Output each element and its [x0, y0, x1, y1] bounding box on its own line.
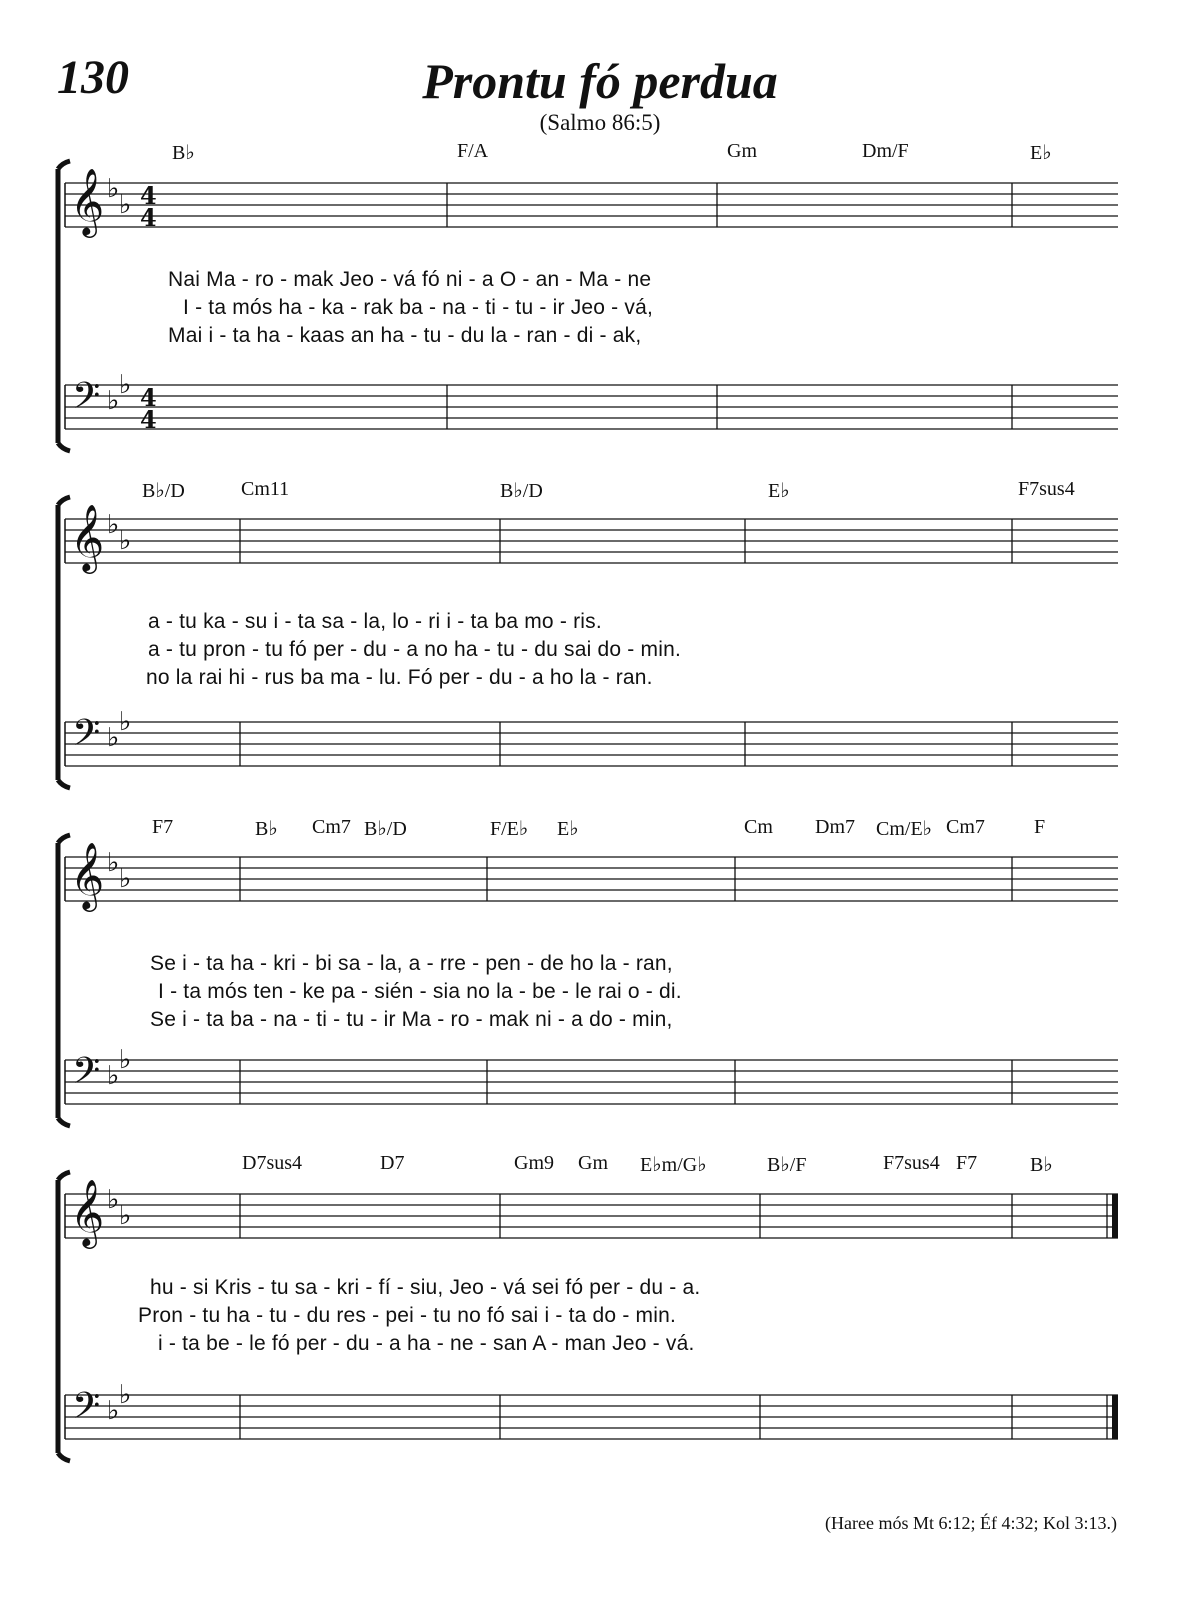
hymn-title: Prontu fó perdua [422, 53, 778, 109]
flat-icon: ♭ [119, 190, 132, 220]
chord-symbol: B♭ [1030, 1154, 1053, 1176]
chord-symbol: D7 [380, 1152, 405, 1174]
flat-icon: ♭ [107, 1061, 120, 1091]
chord-symbol: E♭ [1030, 142, 1052, 164]
flat-icon: ♭ [107, 510, 120, 540]
flat-icon: ♭ [107, 174, 120, 204]
hymn-number: 130 [57, 51, 129, 104]
chord-symbol: F/A [457, 140, 489, 162]
flat-icon: ♭ [107, 1185, 120, 1215]
chord-symbol: Dm7 [815, 816, 855, 838]
lyric-verse-2: a - tu pron - tu fó per - du - a no ha - tu - du sai do - min. [148, 638, 681, 661]
chord-symbol: B♭/D [142, 480, 185, 502]
time-signature: 4 [140, 383, 157, 412]
flat-icon: ♭ [107, 386, 120, 416]
flat-icon: ♭ [107, 848, 120, 878]
lyric-verse-2: Pron - tu ha - tu - du res - pei - tu no fó sai i - ta do - min. [138, 1304, 677, 1327]
chord-symbol: Cm7 [312, 816, 351, 838]
time-signature: 4 [140, 405, 157, 434]
chord-symbol: E♭ [557, 818, 579, 840]
flat-icon: ♭ [119, 370, 132, 400]
bass-clef-icon: 𝄢 [72, 375, 101, 426]
chord-symbol: Gm [578, 1152, 608, 1174]
chord-symbol: F7 [152, 816, 174, 838]
scripture-footnote: (Haree mós Mt 6:12; Éf 4:32; Kol 3:13.) [825, 1513, 1117, 1533]
flat-icon: ♭ [119, 864, 132, 894]
chord-symbol: Gm [727, 140, 757, 162]
lyric-verse-1: hu - si Kris - tu sa - kri - fí - siu, Jeo - vá sei fó per - du - a. [150, 1276, 701, 1299]
bass-clef-icon: 𝄢 [72, 1385, 101, 1436]
chord-symbol: F7sus4 [883, 1152, 940, 1174]
treble-clef-icon: 𝄞 [70, 841, 105, 909]
lyric-verse-3: Se i - ta ba - na - ti - tu - ir Ma - ro - mak ni - a do - min, [150, 1008, 673, 1031]
flat-icon: ♭ [107, 723, 120, 753]
flat-icon: ♭ [119, 526, 132, 556]
bass-clef-icon: 𝄢 [72, 712, 101, 763]
chord-symbol: B♭ [255, 818, 278, 840]
lyric-verse-3: Mai i - ta ha - kaas an ha - tu - du la - ran - di - ak, [168, 324, 642, 347]
flat-icon: ♭ [119, 1201, 132, 1231]
chord-symbol: F [1034, 816, 1046, 838]
chord-symbol: E♭m/G♭ [640, 1154, 707, 1176]
flat-icon: ♭ [119, 1380, 132, 1410]
flat-icon: ♭ [119, 1045, 132, 1075]
chord-symbol: Cm11 [241, 478, 290, 500]
scripture-reference: (Salmo 86:5) [539, 110, 661, 135]
bass-clef-icon: 𝄢 [72, 1050, 101, 1101]
flat-icon: ♭ [119, 707, 132, 737]
chord-symbol: Dm/F [862, 140, 909, 162]
chord-symbol: B♭/D [500, 480, 543, 502]
lyric-verse-3: i - ta be - le fó per - du - a ha - ne - san A - man Jeo - vá. [158, 1332, 695, 1355]
treble-clef-icon: 𝄞 [70, 503, 105, 571]
treble-clef-icon: 𝄞 [70, 1178, 105, 1246]
chord-symbol: Cm [744, 816, 773, 838]
chord-symbol: B♭/F [767, 1154, 807, 1176]
lyric-verse-2: I - ta mós ten - ke pa - sién - sia no la - be - le rai o - di. [158, 980, 682, 1003]
chord-symbol: Cm/E♭ [876, 818, 933, 840]
chord-symbol: B♭ [172, 142, 195, 164]
lyric-verse-1: Nai Ma - ro - mak Jeo - vá fó ni - a O - an - Ma - ne [168, 268, 652, 291]
chord-symbol: B♭/D [364, 818, 407, 840]
time-signature: 4 [140, 203, 157, 232]
time-signature: 4 [140, 181, 157, 210]
treble-clef-icon: 𝄞 [70, 167, 105, 235]
flat-icon: ♭ [107, 1396, 120, 1426]
chord-symbol: E♭ [768, 480, 790, 502]
chord-symbol: F7 [956, 1152, 978, 1174]
chord-symbol: F/E♭ [490, 818, 529, 840]
chord-symbol: Cm7 [946, 816, 985, 838]
lyric-verse-1: a - tu ka - su i - ta sa - la, lo - ri i - ta ba mo - ris. [148, 610, 602, 633]
lyric-verse-2: I - ta mós ha - ka - rak ba - na - ti - tu - ir Jeo - vá, [183, 296, 654, 319]
lyric-verse-3: no la rai hi - rus ba ma - lu. Fó per - du - a ho la - ran. [146, 666, 653, 689]
chord-symbol: D7sus4 [242, 1152, 303, 1174]
chord-symbol: F7sus4 [1018, 478, 1075, 500]
chord-symbol: Gm9 [514, 1152, 554, 1174]
lyric-verse-1: Se i - ta ha - kri - bi sa - la, a - rre - pen - de ho la - ran, [150, 952, 673, 975]
